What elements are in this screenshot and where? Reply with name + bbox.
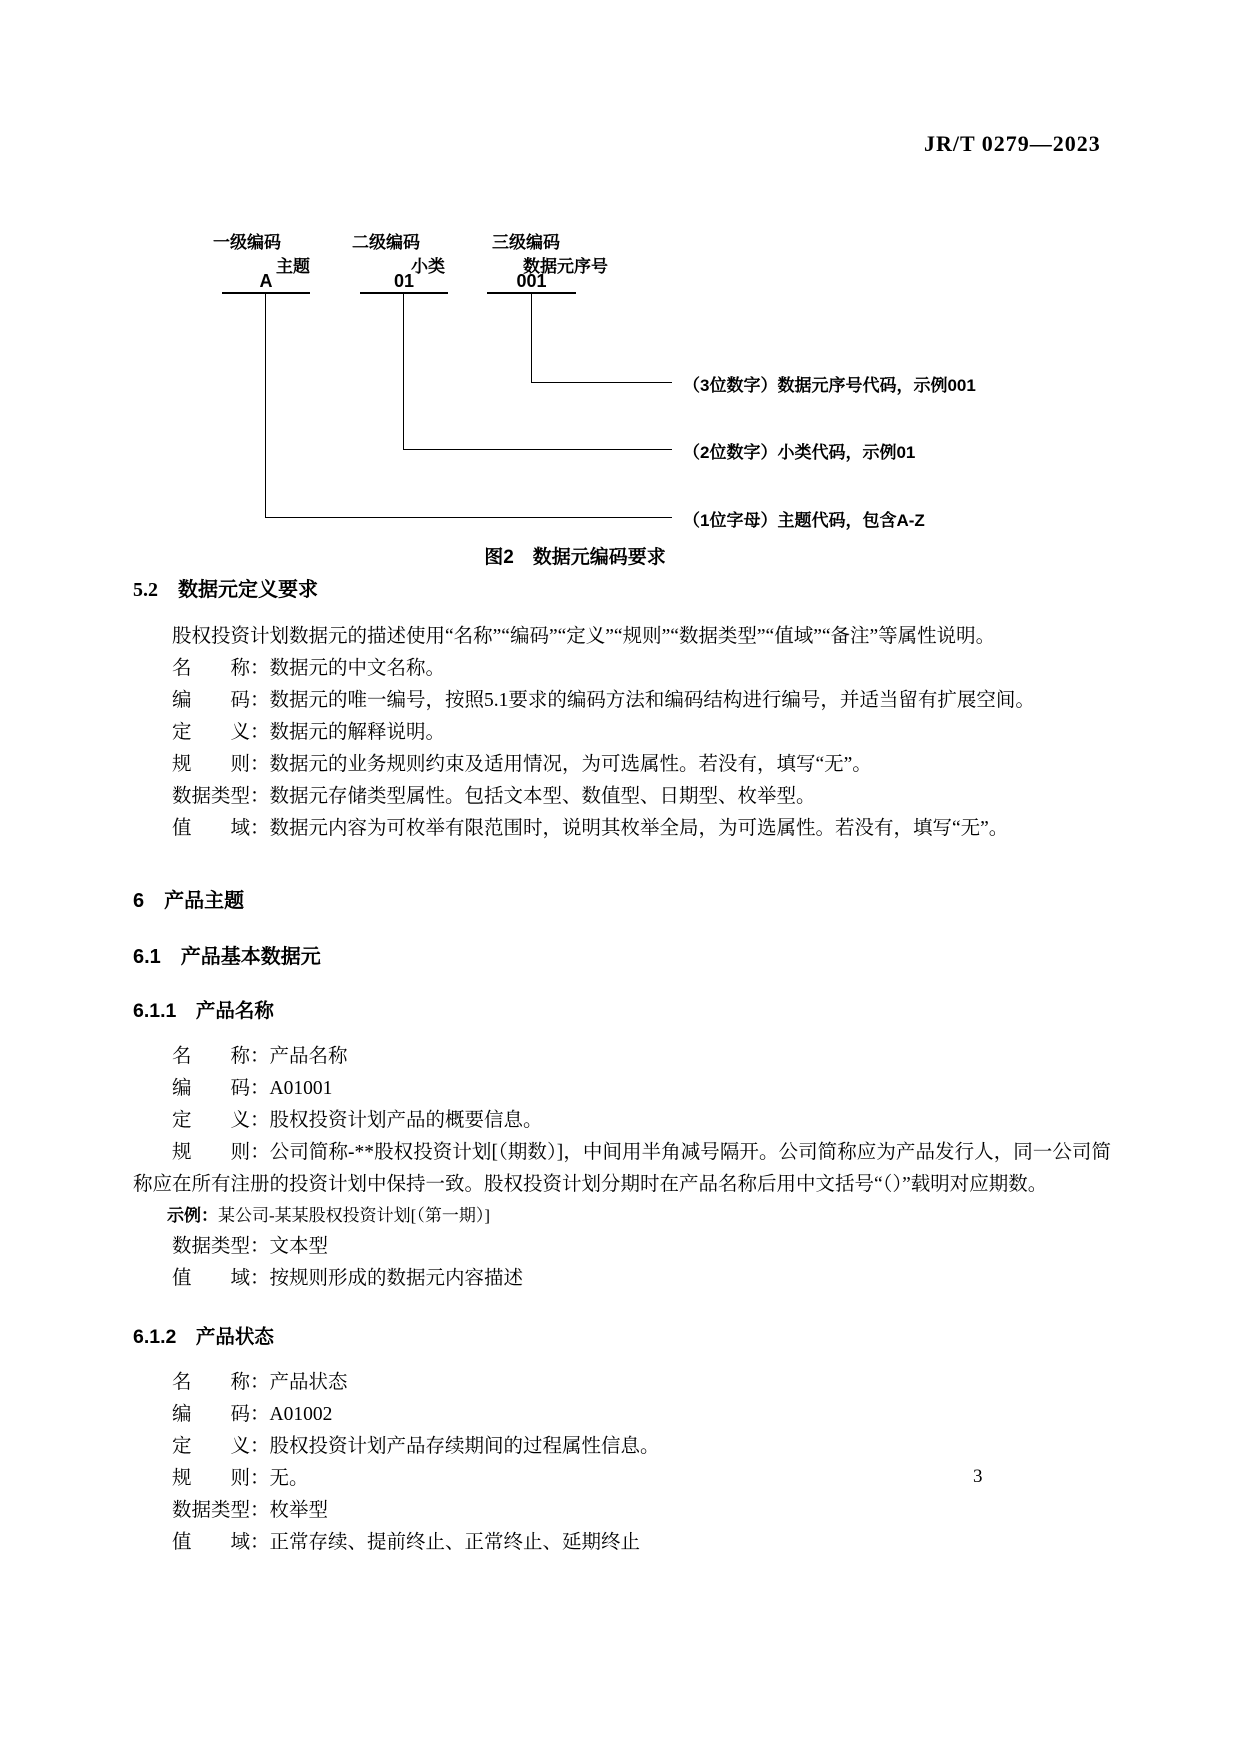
connector-line: [265, 517, 672, 518]
connector-line: [403, 294, 404, 449]
definition-line: 规 则：公司简称-**股权投资计划[（期数）]，中间用半角减号隔开。公司简称应为产品发行人，同一公司简称应在所有注册的投资计划中保持一致。股权投资计划分期时在产品名称后用中文括号“（）”载明对应期数。: [133, 1142, 1111, 1195]
example-line: [133, 1201, 1111, 1231]
definition-line: 值 域：正常存续、提前终止、正常终止、延期终止: [172, 1532, 641, 1553]
level-3-label: 三级编码: [492, 233, 560, 252]
heading-6-1: 6.1 产品基本数据元: [133, 946, 321, 968]
definition-line: 数据类型：枚举型: [172, 1500, 329, 1521]
doc-number: JR/T 0279—2023: [924, 131, 1101, 156]
level-3-value: 001: [516, 271, 547, 291]
definition-line: 定 义：股权投资计划产品存续期间的过程属性信息。: [172, 1436, 660, 1457]
example-label: 示例：: [167, 1206, 218, 1225]
document-body: [133, 574, 1111, 1559]
heading-6-1-1: 6.1.1 产品名称: [133, 1000, 274, 1022]
connector-line: [531, 382, 672, 383]
level-2-value: 01: [393, 271, 415, 291]
figure-annotation-serial: （3位数字）数据元序号代码，示例001: [683, 376, 976, 395]
definition-line: 名 称：数据元的中文名称。: [172, 658, 446, 679]
level-3-sublabel: 数据元序号: [523, 257, 608, 276]
level-1-sublabel: 主题: [276, 257, 310, 276]
intro-paragraph: 股权投资计划数据元的描述使用“名称”“编码”“定义”“规则”“数据类型”“值域”“备注”等属性说明。: [172, 626, 996, 647]
definition-line: 编 码：A01002: [172, 1404, 333, 1425]
definition-line: 名 称：产品状态: [172, 1372, 348, 1393]
definition-line: 规 则：数据元的业务规则约束及适用情况，为可选属性。若没有，填写“无”。: [172, 754, 872, 775]
definition-line: 数据类型：文本型: [172, 1236, 329, 1257]
value-underline: [360, 292, 448, 294]
figure-annotation-theme: （1位字母）主题代码，包含A-Z: [683, 511, 925, 530]
connector-line: [403, 449, 672, 450]
definition-line: 数据类型：数据元存储类型属性。包括文本型、数值型、日期型、枚举型。: [172, 786, 816, 807]
example-text: 某公司-某某股权投资计划[（第一期）]: [218, 1206, 490, 1225]
level-1-label: 一级编码: [213, 233, 281, 252]
connector-line: [265, 294, 266, 517]
page-number: 3: [973, 1466, 983, 1487]
definition-line: 定 义：数据元的解释说明。: [172, 722, 446, 743]
definition-line: 值 域：数据元内容为可枚举有限范围时，说明其枚举全局，为可选属性。若没有，填写“无”。: [172, 818, 1009, 839]
heading-6: 6 产品主题: [133, 890, 245, 912]
definition-line: 编 码：A01001: [172, 1078, 333, 1099]
figure-2-diagram: [0, 222, 1241, 572]
level-1-value: A: [259, 271, 273, 291]
heading-5-2: 5.2 数据元定义要求: [133, 579, 318, 601]
connector-line: [531, 294, 532, 382]
definition-line: 编 码：数据元的唯一编号，按照5.1要求的编码方法和编码结构进行编号，并适当留有扩展空间。: [172, 690, 1035, 711]
value-underline: [222, 292, 310, 294]
level-2-sublabel: 小类: [411, 257, 445, 276]
figure-annotation-subcategory: （2位数字）小类代码，示例01: [683, 443, 916, 462]
definition-line: 定 义：股权投资计划产品的概要信息。: [172, 1110, 543, 1131]
heading-6-1-2: 6.1.2 产品状态: [133, 1326, 274, 1348]
definition-line: 名 称：产品名称: [172, 1046, 348, 1067]
definition-line: 规 则：无。: [172, 1468, 309, 1489]
definition-line: 值 域：按规则形成的数据元内容描述: [172, 1268, 524, 1289]
spacer: [133, 1295, 1111, 1321]
level-2-label: 二级编码: [352, 233, 420, 252]
figure-caption: 图2 数据元编码要求: [484, 547, 666, 568]
